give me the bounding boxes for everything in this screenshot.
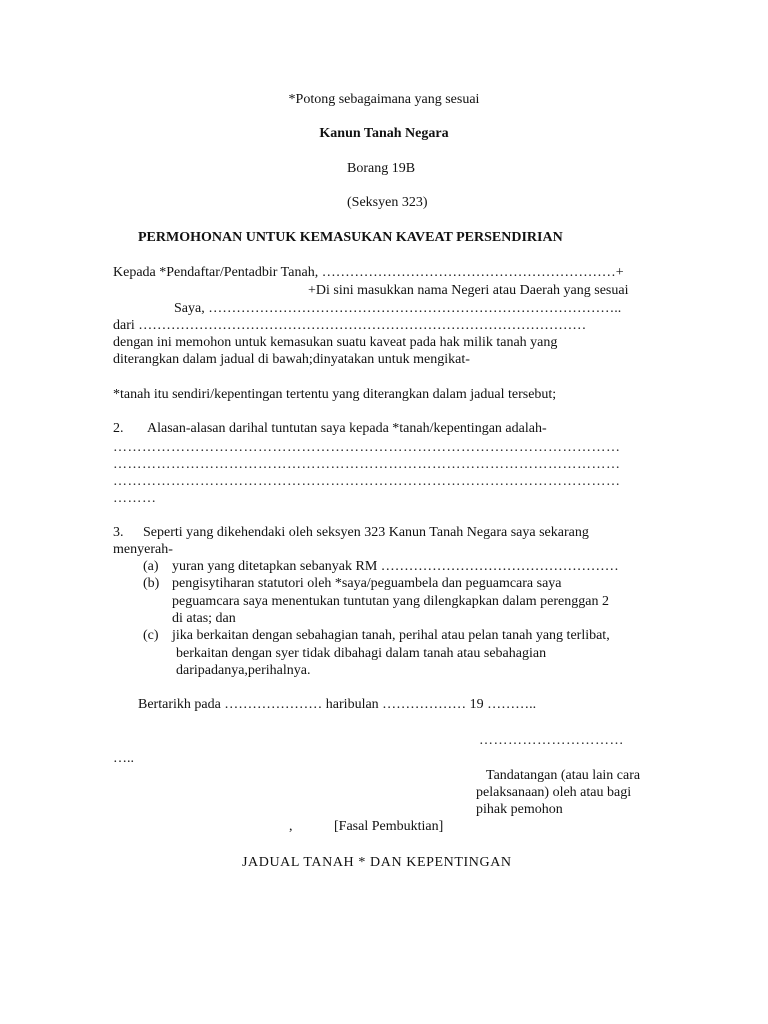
signature-label-3: pihak pemohon: [476, 802, 563, 817]
body-text-line-1: dengan ini memohon untuk kemasukan suatu kaveat pada hak milik tanah yang: [113, 335, 558, 350]
paragraph-2-text: Alasan-alasan darihal tuntutan saya kepada *tanah/kepentingan adalah-: [147, 421, 547, 436]
item-b-text-2: peguamcara saya menentukan tuntutan yang dilengkapkan dalam perenggan 2: [172, 594, 609, 609]
paragraph-3-text: Seperti yang dikehendaki oleh seksyen 323 Kanun Tanah Negara saya sekarang: [143, 525, 589, 540]
paragraph-2-blank-line-3: ……………………………………………………………………………………………: [113, 474, 621, 489]
body-text-line-2: diterangkan dalam jadual di bawah;dinyatakan untuk mengikat-: [113, 352, 470, 367]
paragraph-2-number: 2.: [113, 421, 124, 436]
applicant-address-line: dari ……………………………………………………………………………………: [113, 318, 587, 333]
attestation-clause: [Fasal Pembuktian]: [334, 819, 444, 834]
item-b-text-3: di atas; dan: [172, 611, 236, 626]
paragraph-2-blank-line-1: ……………………………………………………………………………………………: [113, 440, 621, 455]
act-title: Kanun Tanah Negara: [319, 126, 449, 141]
item-b-text-1: pengisytiharan statutori oleh *saya/peguambela dan peguamcara saya: [172, 576, 562, 591]
item-c-text-2: berkaitan dengan syer tidak dibahagi dalam tanah atau sebahagian: [176, 646, 547, 661]
item-c-text-1: jika berkaitan dengan sebahagian tanah, perihal atau pelan tanah yang terlibat,: [172, 628, 610, 643]
item-b-label: (b): [143, 576, 160, 591]
paragraph-2-blank-line-2: ……………………………………………………………………………………………: [113, 457, 621, 472]
comma-mark: ,: [289, 819, 293, 834]
date-line: Bertarikh pada ………………… haribulan ……………… 19 ………..: [138, 697, 537, 712]
paragraph-3-text-2: menyerah-: [113, 542, 173, 557]
signature-blank: …………………………: [479, 733, 624, 748]
item-a-label: (a): [143, 559, 159, 574]
signature-label-2: pelaksanaan) oleh atau bagi: [476, 785, 632, 800]
form-heading: PERMOHONAN UNTUK KEMASUKAN KAVEAT PERSENDIRIAN: [138, 230, 563, 245]
state-note: +Di sini masukkan nama Negeri atau Daerah yang sesuai: [308, 283, 629, 298]
paragraph-2-blank-line-4: ………: [113, 491, 157, 506]
item-c-label: (c): [143, 628, 159, 643]
signature-label-1: Tandatangan (atau lain cara: [486, 768, 641, 783]
addressee-line: Kepada *Pendaftar/Pentadbir Tanah, ………………………………………………………+: [113, 265, 624, 280]
item-a-text: yuran yang ditetapkan sebanyak RM ……………………………………………: [172, 559, 619, 574]
item-c-text-3: daripadanya,perihalnya.: [176, 663, 311, 678]
applicant-name-line: Saya, ……………………………………………………………………………..: [174, 301, 622, 316]
land-interest-line: *tanah itu sendiri/kepentingan tertentu yang diterangkan dalam jadual tersebut;: [113, 387, 557, 402]
left-blank-dots: …..: [113, 751, 134, 766]
cut-note: *Potong sebagaimana yang sesuai: [288, 92, 480, 107]
section-reference: (Seksyen 323): [347, 195, 428, 210]
schedule-title: JADUAL TANAH * DAN KEPENTINGAN: [242, 855, 512, 870]
form-number: Borang 19B: [347, 161, 416, 176]
paragraph-3-number: 3.: [113, 525, 124, 540]
